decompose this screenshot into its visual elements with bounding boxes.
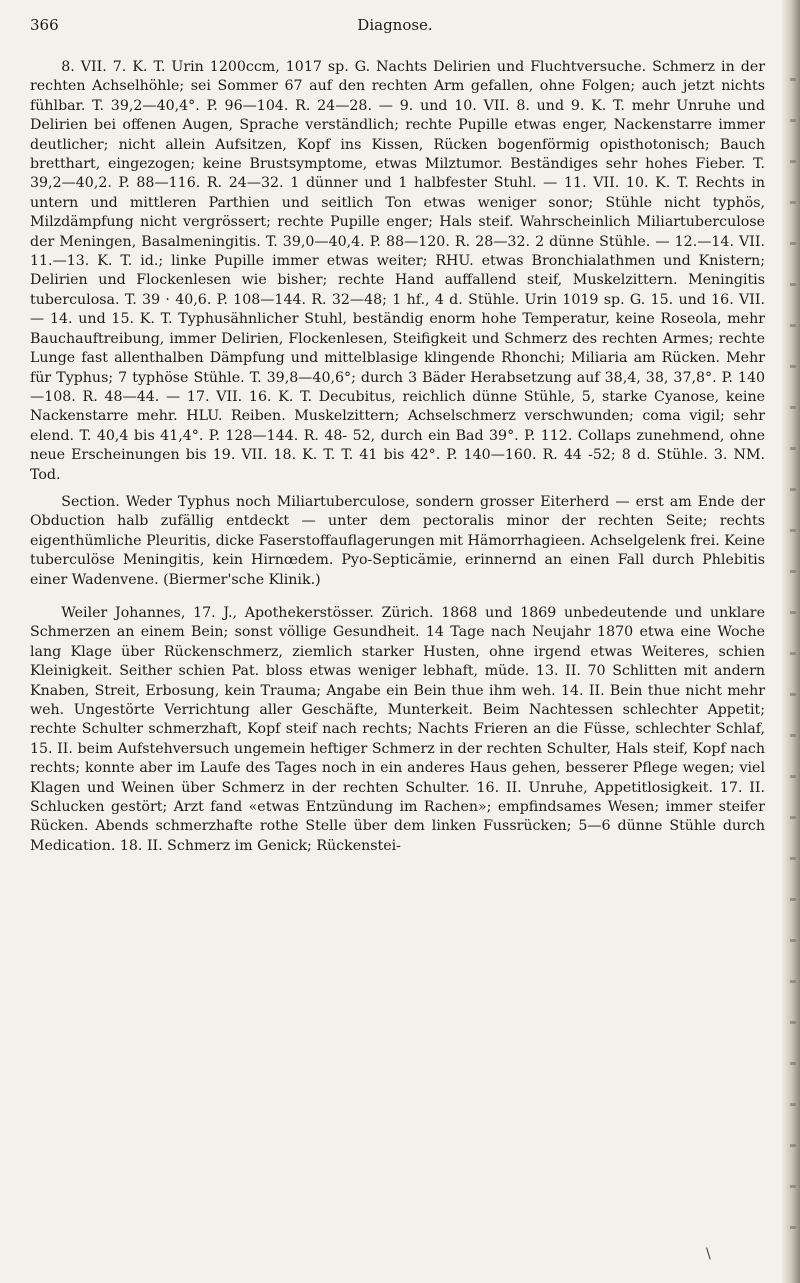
running-title: Diagnose. (357, 16, 433, 34)
page-number: 366 (30, 16, 59, 34)
page-edge (782, 0, 800, 1283)
printer-mark: \ (706, 1246, 711, 1262)
paragraph-case-history: 8. VII. 7. K. T. Urin 1200ccm, 1017 sp. G. Nachts Delirien und Fluchtversuche. Schmerz in der rechten Achselhöhle; sei Sommer 67 auf den rechten Arm gefallen, ohne Folgen; auch jetzt nichts fühlbar. T. 39,2—40,4°. P. 96—104. R. 24—28. — 9. und 10. VII. 8. und 9. K. T. mehr Unruhe und Delirien bei offenen Augen, Sprache verständlich; rechte Pupille etwas enger, Nackenstarre immer deutlicher; nicht allein Aufsitzen, Kopf ins Kissen, Rücken bogenförmig opisthotonisch; Bauch bretthart, eingezogen; keine Brustsymptome, etwas Milztumor. Beständiges sehr hohes Fieber. T. 39,2—40,2. P. 88—116. R. 24—32. 1 dünner und 1 halbfester Stuhl. — 11. VII. 10. K. T. Rechts in untern und mittleren Parthien und seitlich Ton etwas weniger sonor; Stühle nicht typhös, Milzdämpfung nicht vergrössert; rechte Pupille enger; Hals steif. Wahrscheinlich Miliartuberculose der Meningen, Basalmeningitis. T. 39,0—40,4. P. 88—120. R. 28—32. 2 dünne Stühle. — 12.—14. VII. 11.—13. K. T. id.; linke Pupille immer etwas weiter; RHU. etwas Bronchialathmen und Knistern; Delirien und Flockenlesen wie bisher; rechte Hand auffallend steif, Muskelzittern. Meningitis tuberculosa. T. 39 · 40,6. P. 108—144. R. 32—48; 1 hf., 4 d. Stühle. Urin 1019 sp. G. 15. und 16. VII. — 14. und 15. K. T. Typhusähnlicher Stuhl, beständig enorm hohe Temperatur, keine Roseola, mehr Bauchauftreibung, immer Delirien, Flockenlesen, Steifigkeit und Schmerz des rechten Armes; rechte Lunge fast allenthalben Dämpfung und mittelblasige klingende Rhonchi; Miliaria am Rücken. Mehr für Typhus; 7 typhöse Stühle. T. 39,8—40,6°; durch 3 Bäder Herabsetzung auf 38,4, 38, 37,8°. P. 140—108. R. 48—44. — 17. VII. 16. K. T. Decubitus, reichlich dünne Stühle, 5, starke Cyanose, keine Nackenstarre mehr. HLU. Reiben. Muskelzittern; Achselschmerz verschwunden; coma vigil; sehr elend. T. 40,4 bis 41,4°. P. 128—144. R. 48- 52, durch ein Bad 39°. P. 112. Collaps zunehmend, ohne neue Erscheinungen bis 19. VII. 18. K. T. T. 41 bis 42°. P. 140—160. R. 44 -52; 8 d. Stühle. 3. NM. Tod. (30, 59, 765, 483)
page-header (30, 14, 760, 40)
page-edge-texture (790, 40, 796, 1240)
paragraph-section-findings: Section. Weder Typhus noch Miliartuberculose, sondern grosser Eiterherd — erst am Ende der Obduction halb zufällig entdeckt — unter dem pectoralis minor der rechten Seite; rechts eigenthümliche Pleuritis, dicke Faserstoffauflagerungen mit Hämorrhagieen. Achselgelenk frei. Keine tuberculöse Meningitis, kein Hirnœdem. Pyo-Septicämie, erinnernd an einen Fall durch Phlebitis einer Wadenvene. (Biermer'sche Klinik.) (30, 493, 765, 588)
body-text (30, 58, 765, 856)
paragraph-weiler-case: Weiler Johannes, 17. J., Apothekerstösser. Zürich. 1868 und 1869 unbedeutende und unklare Schmerzen an einem Bein; sonst völlige Gesundheit. 14 Tage nach Neujahr 1870 etwa eine Woche lang Klage über Rückenschmerz, ziemlich starker Husten, ohne irgend etwas Weiteres, schien Kleinigkeit. Seither schien Pat. bloss etwas weniger lebhaft, müde. 13. II. 70 Schlitten mit andern Knaben, Streit, Erbosung, kein Trauma; Angabe ein Bein thue ihm weh. 14. II. Bein thue nicht mehr weh. Ungestörte Verrichtung aller Geschäfte, Munterkeit. Beim Nachtessen schlechter Appetit; rechte Schulter schmerzhaft, Kopf steif nach rechts; Nachts Frieren an die Füsse, schlechter Schlaf, 15. II. beim Aufstehversuch ungemein heftiger Schmerz in der rechten Schulter, Hals steif, Kopf nach rechts; konnte aber im Laufe des Tages noch in ein anderes Haus gehen, besserer Pflege wegen; viel Klagen und Weinen über Schmerz in der rechten Schulter. 16. II. Unruhe, Appetitlosigkeit. 17. II. Schlucken gestört; Arzt fand «etwas Entzündung im Rachen»; empfindsames Wesen; immer steifer Rücken. Abends schmerzhafte rothe Stelle über dem linken Fussrücken; 5—6 dünne Stühle durch Medication. 18. II. Schmerz im Genick; Rückenstei- (30, 604, 765, 854)
